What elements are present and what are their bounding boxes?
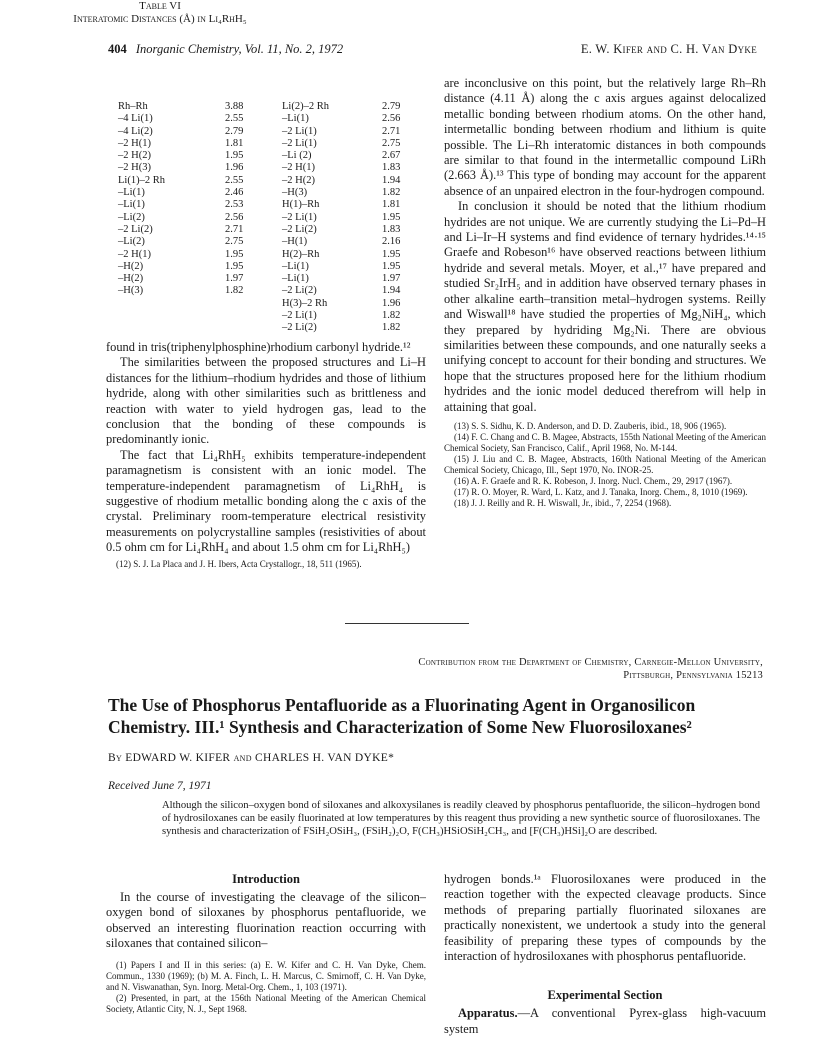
table-row bbox=[282, 236, 422, 248]
atom-pair: –2 H(1) bbox=[118, 248, 151, 260]
table-row bbox=[282, 113, 422, 125]
paragraph: The similarities between the proposed structures and Li–H distances for the lithium–rhodium hydrides and those of lithium hydride, along with other similarities such as brittleness and reaction with water to yield hydrogen gas, lead to the conclusion that the bonding of these compounds is predominantly ionic. bbox=[106, 355, 426, 447]
table-row bbox=[282, 273, 422, 285]
distance-value: 2.16 bbox=[382, 236, 401, 248]
distance-value: 1.96 bbox=[225, 162, 244, 174]
table-row bbox=[118, 162, 265, 174]
atom-pair: –Li(1) bbox=[282, 273, 309, 285]
author-line bbox=[108, 752, 394, 764]
table-row bbox=[282, 224, 422, 236]
distance-value: 2.79 bbox=[225, 125, 244, 137]
table-row bbox=[118, 273, 265, 285]
distance-value: 1.95 bbox=[225, 248, 244, 260]
table-row bbox=[282, 212, 422, 224]
paragraph: found in tris(triphenylphosphine)rhodium carbonyl hydride.¹² bbox=[106, 340, 411, 354]
distance-value: 2.75 bbox=[382, 137, 401, 149]
atom-pair: –2 H(1) bbox=[282, 162, 315, 174]
by-label: By bbox=[108, 752, 123, 764]
atom-pair: –Li(1) bbox=[282, 113, 309, 125]
atom-pair: –H(1) bbox=[282, 236, 308, 248]
distance-value: 1.95 bbox=[382, 211, 401, 223]
distance-value: 1.82 bbox=[382, 310, 401, 322]
table-row bbox=[282, 285, 422, 297]
distance-value: 2.71 bbox=[225, 223, 244, 235]
table-row bbox=[282, 322, 422, 334]
distance-value: 1.96 bbox=[382, 297, 401, 309]
running-header-left bbox=[108, 42, 343, 57]
atom-pair: –Li(1) bbox=[118, 199, 145, 211]
table-row bbox=[118, 175, 265, 187]
article-right-column bbox=[444, 872, 766, 1037]
table-row bbox=[282, 261, 422, 273]
table-row bbox=[118, 101, 265, 113]
run-in-text: —A conventional Pyrex-glass high-vacuum system bbox=[444, 1006, 766, 1036]
distance-value: 2.55 bbox=[225, 113, 244, 125]
atom-pair: H(2)–Rh bbox=[282, 248, 320, 260]
atom-pair: H(1)–Rh bbox=[282, 199, 320, 211]
footnote: (18) J. J. Reilly and R. H. Wiswall, Jr., ibid., 7, 2254 (1968). bbox=[454, 497, 672, 508]
table-row bbox=[282, 298, 422, 310]
table-row bbox=[118, 138, 265, 150]
page-number: 404 bbox=[108, 42, 127, 56]
atom-pair: Li(2)–2 Rh bbox=[282, 101, 329, 112]
paragraph: The fact that Li₄RhH₅ exhibits temperature-independent paramagnetism is consistent with an ionic model. The temperature-independent paramagnetism of Li₄RhH₄ is suggestive of rhodium metallic bonding along the c axis of the crystal. Preliminary room-temperature electrical resistivity measurements on polycrystalline samples (resistivities of about 0.5 ohm cm for Li₄RhH₄ and about 1.5 ohm cm for Li₄RhH₅) bbox=[106, 447, 426, 555]
atom-pair: –Li(2) bbox=[118, 211, 145, 223]
right-column bbox=[444, 76, 766, 509]
footnote: (13) S. S. Sidhu, K. D. Anderson, and D. D. Zauberis, ibid., 18, 906 (1965). bbox=[454, 420, 727, 431]
table-label: Table VI bbox=[139, 0, 181, 12]
atom-pair: –Li(1) bbox=[118, 187, 145, 199]
atom-pair: –2 Li(1) bbox=[282, 211, 317, 223]
atom-pair: –2 Li(2) bbox=[282, 322, 317, 334]
paragraph: are inconclusive on this point, but the relatively large Rh–Rh distance (4.11 Å) along the c axis argues against delocalized metallic bonding between rhodium atoms. On the other hand, intermetallic bonding between rhodium and lithium is quite possible. The Li–Rh interatomic distances in both compounds are similar to that found in the intermetallic compound LiRh (2.663 Å).¹³ This type of bonding may account for the apparent absence of an unpaired electron in the four-hydrogen compound. bbox=[444, 76, 766, 198]
distance-value: 2.55 bbox=[225, 174, 244, 186]
footnote: (1) Papers I and II in this series: (a) E. W. Kifer and C. H. Van Dyke, Chem. Commun., 1330 (1969); (b) M. A. Finch, L. H. Marcus, C. Smirnoff, C. H. Van Dyke, and N. Viswanathan, Syn. Inorg. Metal-Org. Chem., 1, 103 (1971). bbox=[106, 959, 426, 992]
atom-pair: –Li (2) bbox=[282, 150, 312, 162]
distance-value: 1.97 bbox=[225, 273, 244, 285]
table-caption: Interatomic Distances (Å) in Li₄RhH₅ bbox=[73, 13, 247, 25]
table-row bbox=[118, 249, 265, 261]
distance-value: 1.81 bbox=[382, 199, 401, 211]
abstract: Although the silicon–oxygen bond of siloxanes and alkoxysilanes is readily cleaved by phosphorus pentafluoride, the silicon–hydrogen bond of hydrosiloxanes can be easily fluorinated at low temperatures by this reagent thus providing a new synthetic source of fluorosiloxanes. The synthesis and characterization of FSiH₂OSiH₃, (FSiH₂)₂O, F(CH₃)HSiOSiH₂CH₃, and [F(CH₃)HSi]₂O are described. bbox=[162, 800, 760, 838]
distance-value: 1.95 bbox=[382, 248, 401, 260]
atom-pair: Li(1)–2 Rh bbox=[118, 174, 165, 186]
distance-value: 1.94 bbox=[382, 174, 401, 186]
atom-pair: –Li(2) bbox=[118, 236, 145, 248]
table-row bbox=[282, 126, 422, 138]
table-row bbox=[118, 224, 265, 236]
distance-value: 2.67 bbox=[382, 150, 401, 162]
contribution-line: Contribution from the Department of Chemistry, Carnegie-Mellon University, bbox=[418, 657, 763, 668]
atom-pair: –2 Li(2) bbox=[282, 223, 317, 235]
distance-value: 1.95 bbox=[225, 260, 244, 272]
atom-pair: Rh–Rh bbox=[118, 101, 148, 112]
table-row bbox=[282, 101, 422, 113]
table-row bbox=[118, 187, 265, 199]
table-row bbox=[282, 138, 422, 150]
table-row bbox=[282, 310, 422, 322]
table-row bbox=[118, 113, 265, 125]
atom-pair: –2 H(2) bbox=[282, 174, 315, 186]
table-row bbox=[118, 212, 265, 224]
table-row bbox=[282, 162, 422, 174]
atom-pair: –H(2) bbox=[118, 273, 144, 285]
distance-value: 2.56 bbox=[382, 113, 401, 125]
footnote: (16) A. F. Graefe and R. K. Robeson, J. Inorg. Nucl. Chem., 29, 2917 (1967). bbox=[454, 475, 733, 486]
atom-pair: –H(2) bbox=[118, 260, 144, 272]
running-header-authors: E. W. Kifer and C. H. Van Dyke bbox=[580, 42, 757, 56]
paragraph: In the course of investigating the cleavage of the silicon–oxygen bond of siloxanes by phosphorus pentafluoride, we observed an interesting fluorination reaction occurring with siloxanes that contained silicon– bbox=[106, 890, 426, 951]
contribution-address: Pittsburgh, Pennsylvania 15213 bbox=[623, 670, 763, 681]
article-separator bbox=[345, 623, 469, 624]
atom-pair: –4 Li(2) bbox=[118, 125, 153, 137]
article-left-column bbox=[106, 872, 426, 1015]
article-title: The Use of Phosphorus Pentafluoride as a Fluorinating Agent in Organosilicon Chemistry. III.¹ Synthesis and Characterization of Some New Fluorosiloxanes² bbox=[108, 695, 696, 737]
distance-value: 2.53 bbox=[225, 199, 244, 211]
distance-table-left bbox=[118, 101, 265, 298]
distance-value: 2.71 bbox=[382, 125, 401, 137]
section-heading: Introduction bbox=[232, 872, 300, 886]
table-row bbox=[118, 236, 265, 248]
paragraph bbox=[444, 1006, 766, 1037]
table-row bbox=[282, 150, 422, 162]
atom-pair: –2 H(2) bbox=[118, 150, 151, 162]
distance-value: 2.75 bbox=[225, 236, 244, 248]
atom-pair: –H(3) bbox=[282, 187, 308, 199]
distance-value: 1.95 bbox=[225, 150, 244, 162]
atom-pair: –2 H(1) bbox=[118, 137, 151, 149]
distance-value: 1.83 bbox=[382, 223, 401, 235]
distance-value: 2.79 bbox=[382, 101, 401, 112]
table-row bbox=[118, 285, 265, 297]
atom-pair: –Li(1) bbox=[282, 260, 309, 272]
distance-value: 1.82 bbox=[382, 322, 401, 334]
journal-citation: Inorganic Chemistry, Vol. 11, No. 2, 1972 bbox=[135, 42, 344, 56]
table-row bbox=[282, 249, 422, 261]
footnote: (2) Presented, in part, at the 156th National Meeting of the American Chemical Society, Atlantic City, N. J., Sept 1968. bbox=[106, 992, 426, 1014]
table-row bbox=[118, 199, 265, 211]
footnote: (14) F. C. Chang and C. B. Magee, Abstracts, 155th National Meeting of the American Chemical Society, San Francisco, Calif., April 1968, No. M-144. bbox=[444, 431, 766, 453]
table-row bbox=[118, 126, 265, 138]
distance-value: 1.94 bbox=[382, 285, 401, 297]
author-name: EDWARD W. KIFER bbox=[125, 752, 231, 764]
distance-value: 1.81 bbox=[225, 137, 244, 149]
atom-pair: –2 Li(2) bbox=[282, 285, 317, 297]
table-row bbox=[282, 199, 422, 211]
atom-pair: –2 Li(1) bbox=[282, 137, 317, 149]
atom-pair: –2 Li(2) bbox=[118, 223, 153, 235]
table-row bbox=[282, 175, 422, 187]
run-in-heading: Apparatus. bbox=[458, 1006, 518, 1021]
footnote: (17) R. O. Moyer, R. Ward, L. Katz, and J. Tanaka, Inorg. Chem., 8, 1010 (1969). bbox=[454, 486, 748, 497]
paragraph: hydrogen bonds.¹ᵃ Fluorosiloxanes were produced in the reaction together with the expected cleavage products. Since methods of preparing partially fluorinated siloxanes are practically nonexistent, we undertook a study into the general feasibility of preparing these types of compounds by the interaction of hydrosiloxanes with phosphorus pentafluoride. bbox=[444, 872, 766, 964]
atom-pair: –2 H(3) bbox=[118, 162, 151, 174]
paragraph: In conclusion it should be noted that the lithium rhodium hydrides are not unique. We are currently studying the Li–Pd–H and Li–Ir–H systems and find evidence of ternary hydrides.¹⁴·¹⁵ Graefe and Robeson¹⁶ have observed reactions between lithium hydride and several metals. Moyer, et al.,¹⁷ have prepared and studied Sr₂IrH₅ and in addition have observed ternary phases in other alkaline earth–transition metal–hydrogen systems. Reilly and Wiswall¹⁸ have studied the properties of Mg₂NiH₄, which they prepared by hydriding Mg₂Ni. There are obvious similarities between these compounds, and one naturally seeks a unifying concept to account for their bonding and structures. We hope that the structures proposed here for the lithium rhodium hydrides and the ionic model deduced therefrom will help in attaining that goal. bbox=[444, 199, 766, 414]
received-date: Received June 7, 1971 bbox=[108, 780, 212, 792]
distance-value: 1.82 bbox=[382, 187, 401, 199]
atom-pair: –2 Li(1) bbox=[282, 310, 317, 322]
left-column bbox=[106, 340, 426, 570]
distance-value: 3.88 bbox=[225, 101, 244, 112]
distance-value: 1.82 bbox=[225, 285, 244, 297]
table-row bbox=[118, 150, 265, 162]
atom-pair: –H(3) bbox=[118, 285, 144, 297]
distance-value: 1.95 bbox=[382, 260, 401, 272]
distance-table-right bbox=[282, 101, 422, 335]
table-row bbox=[282, 187, 422, 199]
table-row bbox=[118, 261, 265, 273]
atom-pair: H(3)–2 Rh bbox=[282, 297, 328, 309]
distance-value: 1.83 bbox=[382, 162, 401, 174]
distance-value: 2.46 bbox=[225, 187, 244, 199]
distance-value: 2.56 bbox=[225, 211, 244, 223]
section-heading: Experimental Section bbox=[547, 988, 663, 1003]
and-label: and bbox=[233, 752, 252, 764]
distance-value: 1.97 bbox=[382, 273, 401, 285]
footnote: (12) S. J. La Placa and J. H. Ibers, Acta Crystallogr., 18, 511 (1965). bbox=[116, 558, 362, 569]
atom-pair: –4 Li(1) bbox=[118, 113, 153, 125]
atom-pair: –2 Li(1) bbox=[282, 125, 317, 137]
author-name: CHARLES H. VAN DYKE* bbox=[255, 752, 395, 764]
table-title bbox=[0, 0, 320, 26]
footnote: (15) J. Liu and C. B. Magee, Abstracts, 160th National Meeting of the American Chemical Society, Chicago, Ill., Sept 1970, No. INOR-25. bbox=[444, 453, 766, 475]
